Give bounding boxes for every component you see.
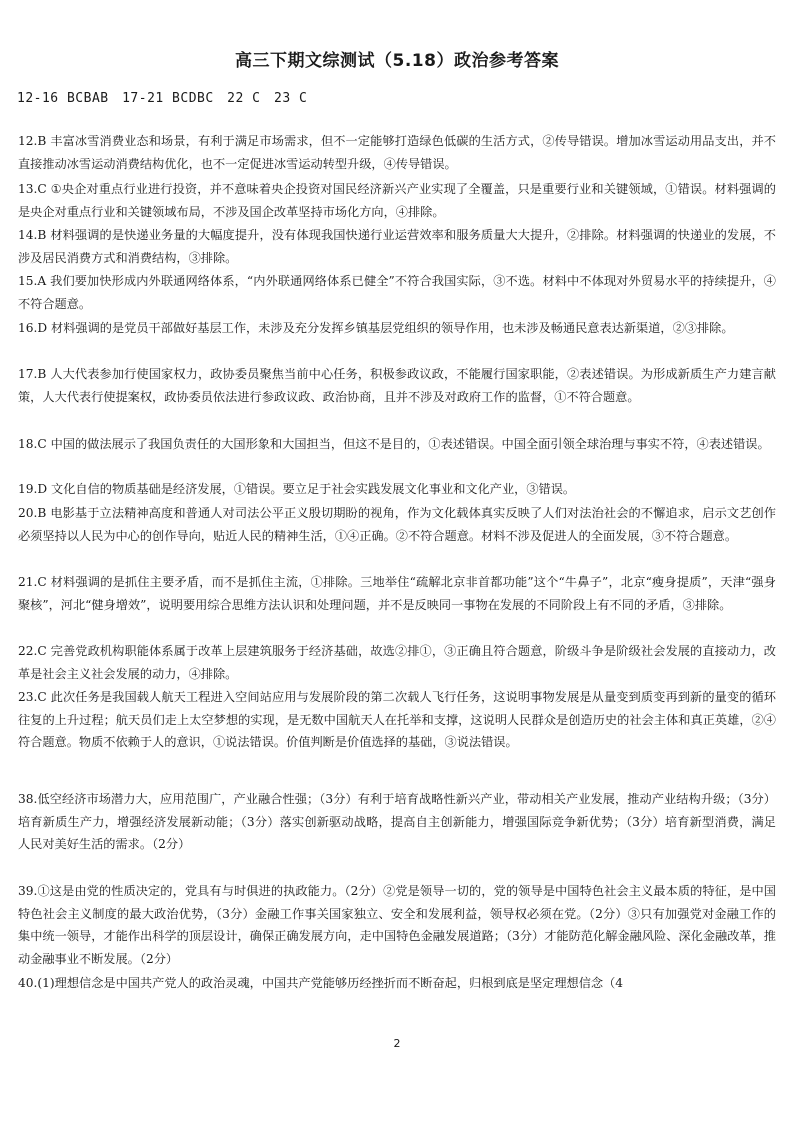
answer-item: 14.B 材料强调的是快递业务量的大幅度提升，没有体现我国快递行业运营效率和服务质量大大提升，②排除。材料强调的快递业的发展，不涉及居民消费方式和消费结构，③排除。 bbox=[18, 228, 776, 265]
answer-item: 19.D 文化自信的物质基础是经济发展，①错误。要立足于社会实践发展文化事业和文化产业，③错误。 bbox=[18, 482, 576, 496]
answer-item: 17.B 人大代表参加行使国家权力，政协委员聚焦当前中心任务，积极参政议政，不能履行国家职能，②表述错误。为形成新质生产力建言献策，人大代表行使提案权，政协委员依法进行参政议政、政治协商，且并不涉及对政府工作的监督，①不符合题意。 bbox=[18, 367, 776, 404]
answer-item: 18.C 中国的做法展示了我国负责任的大国形象和大国担当，但这不是目的，①表述错误。中国全面引领全球治理与事实不符，④表述错误。 bbox=[18, 437, 770, 451]
page-number: 2 bbox=[393, 1037, 401, 1050]
answer-item: 15.A 我们要加快形成内外联通网络体系，“内外联通网络体系已健全”不符合我国实际，③不选。材料中不体现对外贸易水平的持续提升，④不符合题意。 bbox=[18, 274, 776, 311]
answer-key-line: 12-16 BCBAB 17-21 BCDBC 22 C 23 C bbox=[17, 91, 308, 106]
answer-item: 23.C 此次任务是我国载人航天工程进入空间站应用与发展阶段的第二次载人飞行任务，这说明事物发展是从量变到质变再到新的量变的循环往复的上升过程；航天员们走上太空梦想的实现，是无数中国航天人在托举和支撑，这说明人民群众是创造历史的社会主体和真正英雄，②④符合题意。物质不依赖于人的意识，①说法错误。价值判断是价值选择的基础，③说法错误。 bbox=[18, 690, 776, 750]
page-title: 高三下期文综测试（5.18）政治参考答案 bbox=[235, 51, 559, 71]
answer-item: 13.C ①央企对重点行业进行投资，并不意味着央企投资对国民经济新兴产业实现了全覆盖，只是重要行业和关键领域，①错误。材料强调的是央企对重点行业和关键领域布局，不涉及国企改革坚持市场化方向，④排除。 bbox=[18, 182, 776, 219]
answer-item: 39.①这是由党的性质决定的，党具有与时俱进的执政能力。（2分）②党是领导一切的，党的领导是中国特色社会主义最本质的特征，是中国特色社会主义制度的最大政治优势，（3分）金融工作事关国家独立、安全和发展利益，领导权必须在党。（2分）③只有加强党对金融工作的集中统一领导，才能作出科学的顶层设计，确保正确发展方向，走中国特色金融发展道路；（3分）才能防范化解金融风险、深化金融改革，推动金融事业不断发展。（2分） bbox=[18, 884, 776, 966]
answer-item: 12.B 丰富冰雪消费业态和场景，有利于满足市场需求，但不一定能够打造绿色低碳的生活方式，②传导错误。增加冰雪运动用品支出，并不直接推动冰雪运动消费结构优化，也不一定促进冰雪运动转型升级，④传导错误。 bbox=[18, 134, 776, 171]
answer-item: 22.C 完善党政机构职能体系属于改革上层建筑服务于经济基础，故选②排①，③正确且符合题意，阶级斗争是阶级社会发展的直接动力，改革是社会主义社会发展的动力，④排除。 bbox=[18, 644, 776, 681]
answer-item: 40.(1)理想信念是中国共产党人的政治灵魂，中国共产党能够历经挫折而不断奋起，归根到底是坚定理想信念（4 bbox=[18, 976, 624, 990]
answer-item: 21.C 材料强调的是抓住主要矛盾，而不是抓住主流，①排除。三地举住“疏解北京非首都功能”这个“牛鼻子”，北京“瘦身提质”，天津“强身聚核”，河北“健身增效”，说明要用综合思维方法认识和处理问题，并不是反映同一事物在发展的不同阶段上有不同的矛盾，③排除。 bbox=[18, 575, 776, 612]
answer-item: 38.低空经济市场潜力大，应用范围广，产业融合性强；（3分）有利于培育战略性新兴产业，带动相关产业发展，推动产业结构升级；（3分）培育新质生产力，增强经济发展新动能；（3分）落实创新驱动战略，提高自主创新能力，增强国际竞争新优势；（3分）培育新型消费，满足人民对美好生活的需求。（2分） bbox=[18, 792, 776, 852]
answer-item: 20.B 电影基于立法精神高度和普通人对司法公平正义殷切期盼的视角，作为文化载体真实反映了人们对法治社会的不懈追求，启示文艺创作必须坚持以人民为中心的创作导向，贴近人民的精神生活，①④正确。②不符合题意。材料不涉及促进人的全面发展，③不符合题意。 bbox=[18, 506, 776, 543]
answer-item: 16.D 材料强调的是党员干部做好基层工作，未涉及充分发挥乡镇基层党组织的领导作用，也未涉及畅通民意表达新渠道，②③排除。 bbox=[18, 321, 734, 335]
